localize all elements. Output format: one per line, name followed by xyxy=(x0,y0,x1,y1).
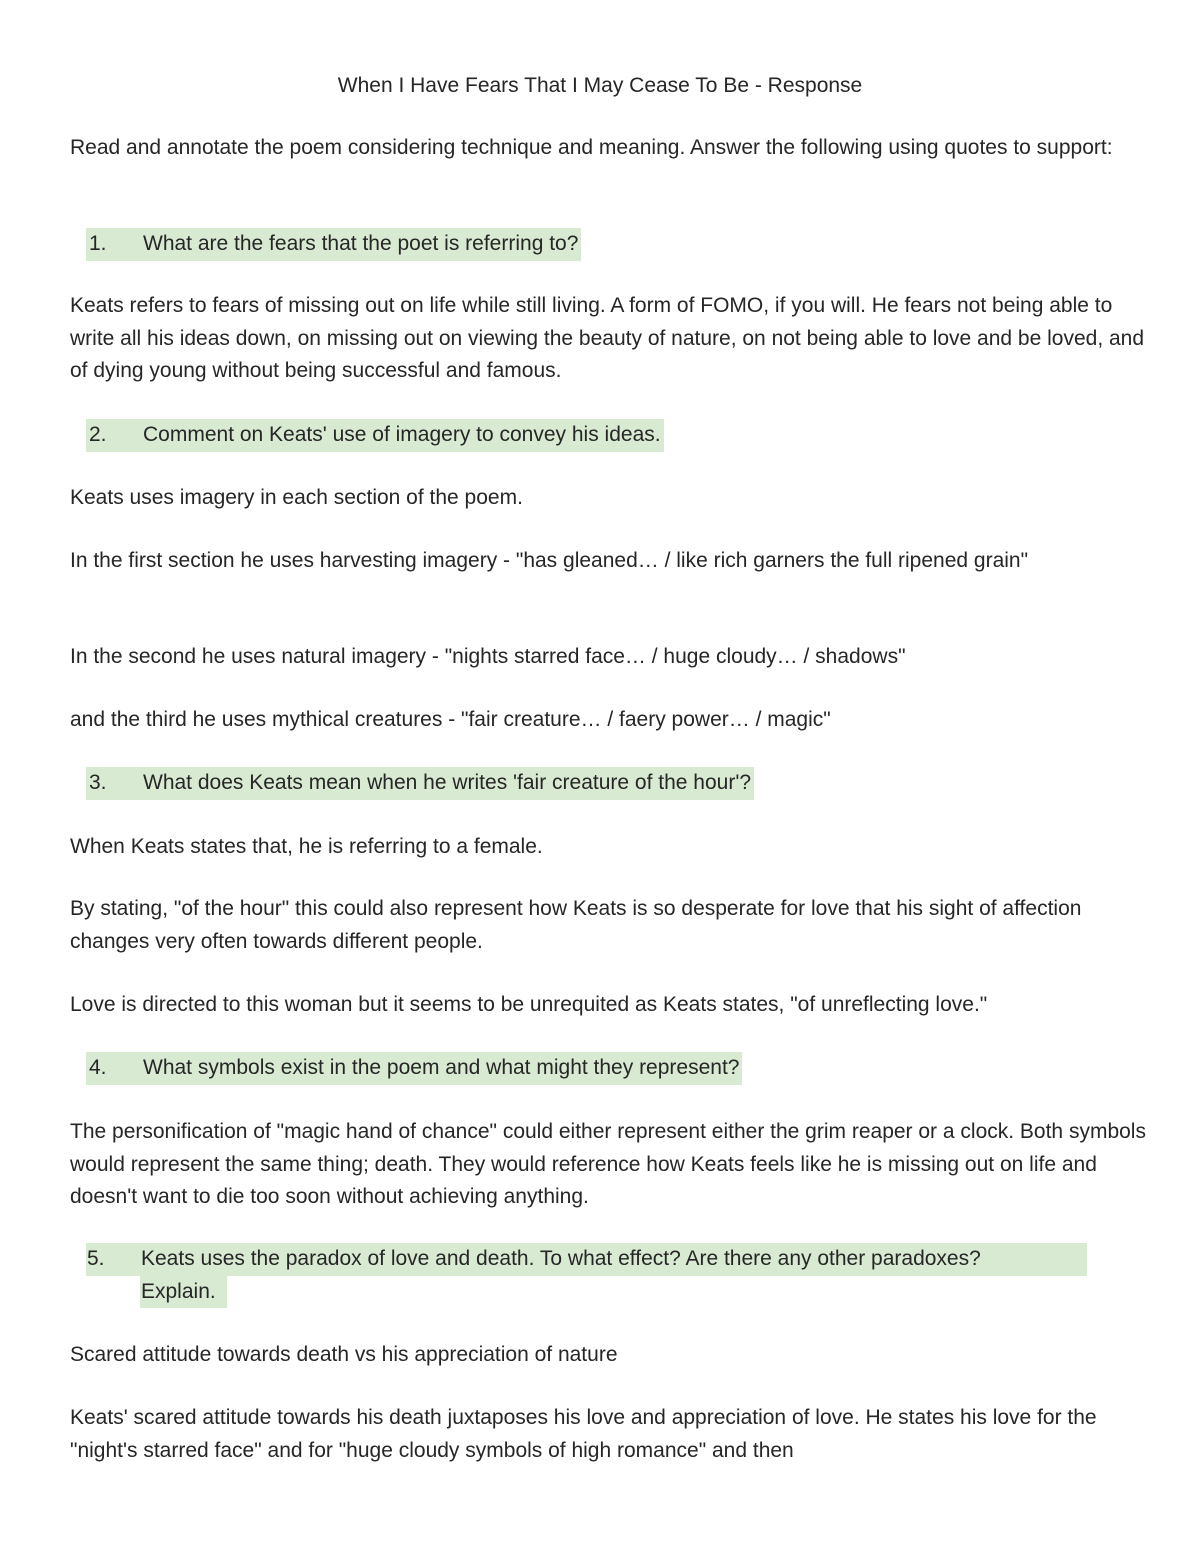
question-2 xyxy=(86,419,664,452)
question-1-highlight xyxy=(86,228,581,261)
question-text: What are the fears that the poet is referring to? xyxy=(143,232,579,255)
question-5 xyxy=(86,1243,1087,1308)
question-4-highlight xyxy=(86,1052,742,1085)
question-text: What symbols exist in the poem and what might they represent? xyxy=(143,1056,740,1079)
question-2-highlight xyxy=(86,419,664,452)
question-3-highlight xyxy=(86,767,754,800)
question-number: 4. xyxy=(89,1056,107,1079)
answer-1: Keats refers to fears of missing out on life while still living. A form of FOMO, if you will. He fears not being able to write all his ideas down, on missing out on viewing the beauty of nature, on not being able to love and be loved, and of dying young without being successful and famous. xyxy=(70,294,1145,382)
question-number: 5. xyxy=(87,1247,105,1270)
answer-3-part-2: By stating, "of the hour" this could also represent how Keats is so desperate for love that his sight of affection changes very often towards different people. xyxy=(70,897,1082,953)
question-text: Keats uses the paradox of love and death. To what effect? Are there any other paradoxes? xyxy=(141,1247,981,1270)
question-3 xyxy=(86,767,754,800)
answer-2-third-section: and the third he uses mythical creatures - "fair creature… / faery power… / magic" xyxy=(70,708,831,731)
answer-5-part-1: Scared attitude towards death vs his appreciation of nature xyxy=(70,1343,618,1366)
answer-3-part-1: When Keats states that, he is referring to a female. xyxy=(70,835,543,858)
question-number: 1. xyxy=(89,232,107,255)
answer-4: The personification of "magic hand of chance" could either represent either the grim reaper or a clock. Both symbols would represent the same thing; death. They would reference how Keats feels like he is missing out on life and doesn't want to die too soon without achieving anything. xyxy=(70,1120,1146,1208)
answer-3-part-3: Love is directed to this woman but it seems to be unrequited as Keats states, "of unreflecting love." xyxy=(70,993,988,1016)
answer-5-part-2: Keats' scared attitude towards his death juxtaposes his love and appreciation of love. He states his love for the "night's starred face" and for "huge cloudy symbols of high romance" and then xyxy=(70,1406,1097,1462)
question-5-line-2: Explain. xyxy=(140,1276,227,1309)
intro-paragraph: Read and annotate the poem considering technique and meaning. Answer the following using quotes to support: xyxy=(70,136,1113,159)
question-number: 3. xyxy=(89,771,107,794)
answer-2-second-section: In the second he uses natural imagery - "nights starred face… / huge cloudy… / shadows" xyxy=(70,645,906,668)
question-number: 2. xyxy=(89,423,107,446)
question-text: Comment on Keats' use of imagery to convey his ideas. xyxy=(143,423,661,446)
document-title: When I Have Fears That I May Cease To Be - Response xyxy=(337,74,863,97)
answer-2-first-section: In the first section he uses harvesting imagery - "has gleaned… / like rich garners the full ripened grain" xyxy=(70,549,1029,572)
answer-2-intro: Keats uses imagery in each section of the poem. xyxy=(70,486,523,509)
question-4 xyxy=(86,1052,742,1085)
question-1 xyxy=(86,228,581,261)
question-text: What does Keats mean when he writes 'fair creature of the hour'? xyxy=(143,771,752,794)
question-5-line-1 xyxy=(86,1243,1087,1276)
